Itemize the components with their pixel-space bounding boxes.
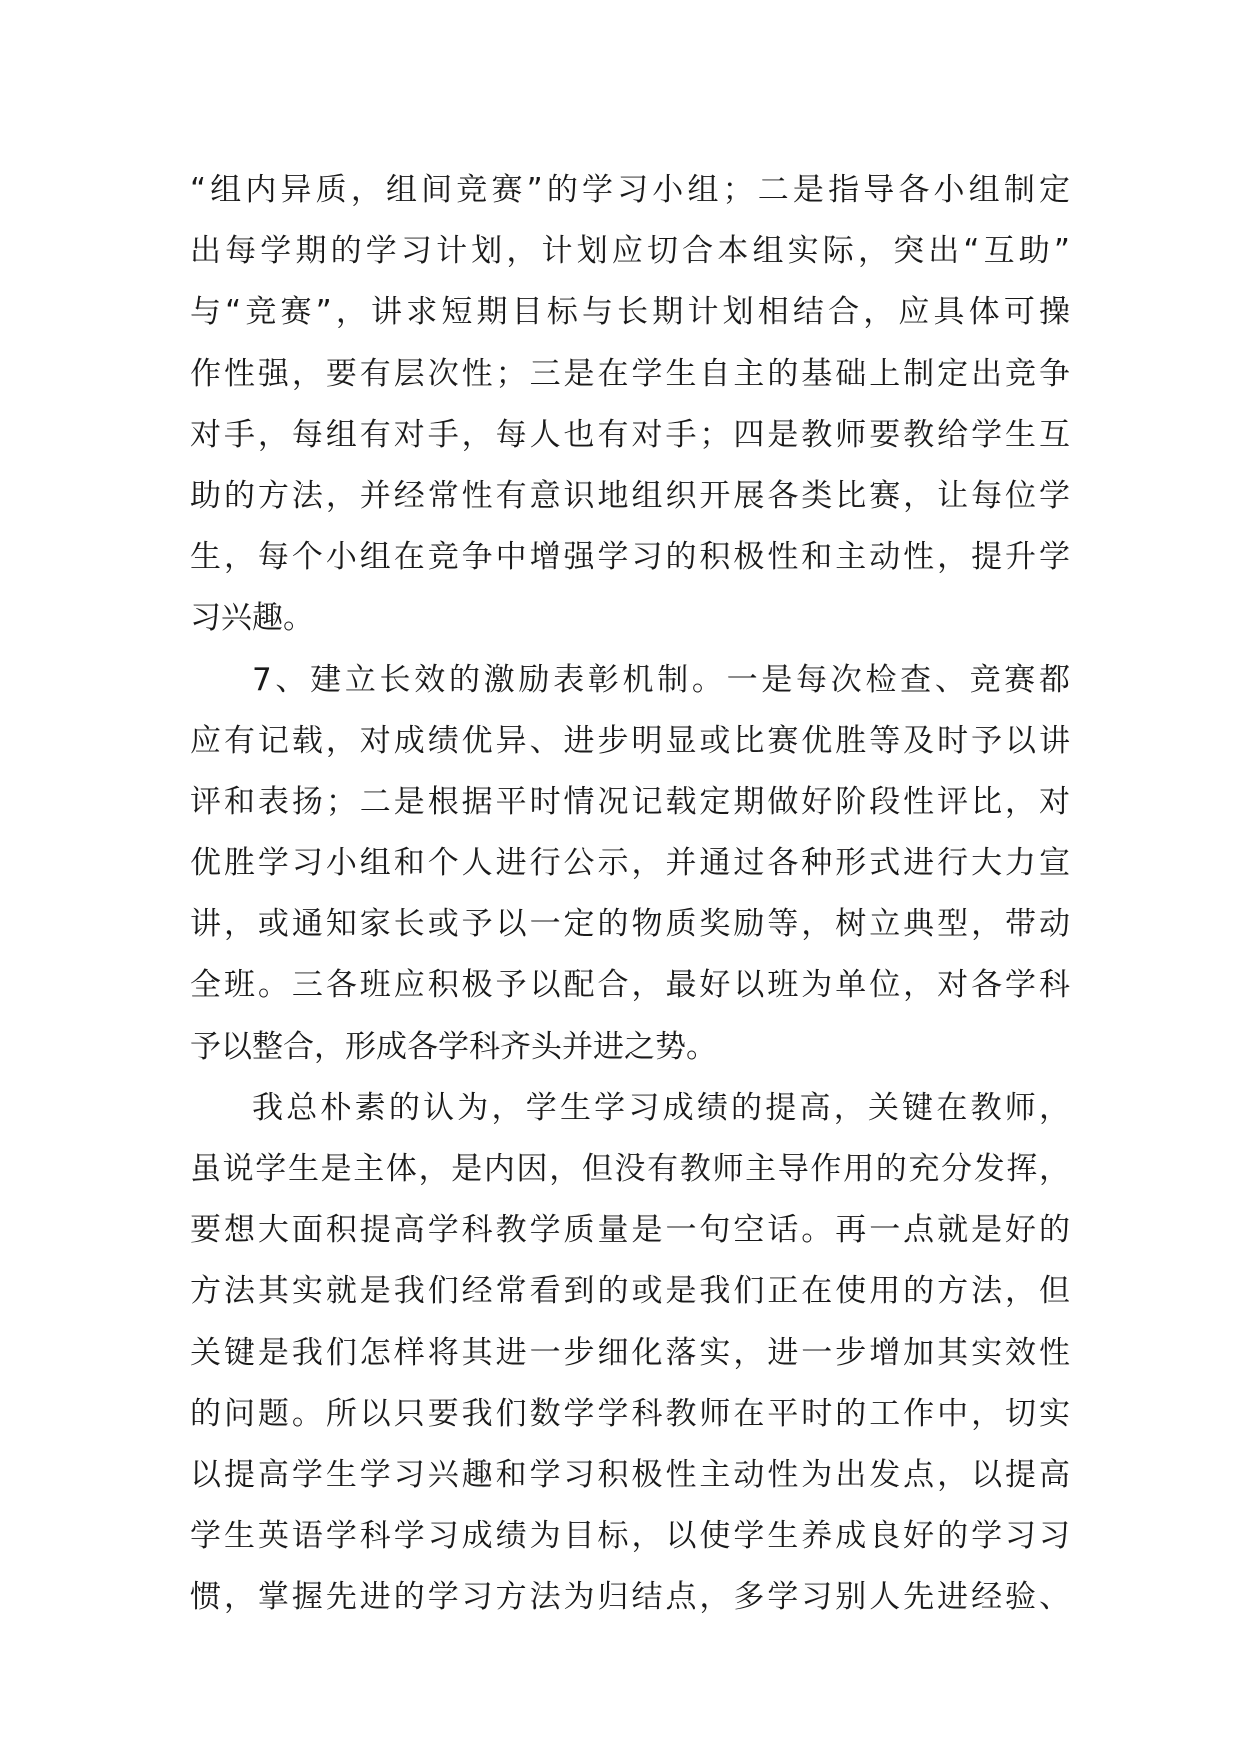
text-line: 关键是我们怎样将其进一步细化落实，进一步增加其实效性 <box>190 1334 1070 1371</box>
text-line: 出每学期的学习计划，计划应切合本组实际，突出“互助” <box>190 233 1070 270</box>
text-line: 方法其实就是我们经常看到的或是我们正在使用的方法，但 <box>190 1273 1070 1310</box>
text-line: 全班。三各班应积极予以配合，最好以班为单位，对各学科 <box>190 967 1070 1004</box>
text-line: 作性强，要有层次性；三是在学生自主的基础上制定出竞争 <box>190 355 1070 392</box>
text-line: 与“竞赛”，讲求短期目标与长期计划相结合，应具体可操 <box>190 294 1070 331</box>
text-line: 以提高学生学习兴趣和学习积极性主动性为出发点，以提高 <box>190 1456 1070 1493</box>
text-line: 评和表扬；二是根据平时情况记载定期做好阶段性评比，对 <box>190 783 1070 820</box>
text-line: “组内异质，组间竞赛”的学习小组；二是指导各小组制定 <box>190 172 1070 208</box>
text-line: 应有记载，对成绩优异、进步明显或比赛优胜等及时予以讲 <box>190 722 1070 759</box>
text-line: 7、建立长效的激励表彰机制。一是每次检查、竞赛都 <box>252 661 1070 698</box>
text-line: 习兴趣。 <box>190 600 314 637</box>
text-line: 生，每个小组在竞争中增强学习的积极性和主动性，提升学 <box>190 539 1070 576</box>
text-line: 的问题。所以只要我们数学学科教师在平时的工作中，切实 <box>190 1395 1070 1432</box>
text-line: 优胜学习小组和个人进行公示，并通过各种形式进行大力宣 <box>190 845 1070 882</box>
text-line: 要想大面积提高学科教学质量是一句空话。再一点就是好的 <box>190 1212 1070 1249</box>
body-text <box>190 160 1070 1629</box>
text-line: 学生英语学科学习成绩为目标，以使学生养成良好的学习习 <box>190 1518 1070 1555</box>
text-line: 对手，每组有对手，每人也有对手；四是教师要教给学生互 <box>190 416 1070 453</box>
text-line: 虽说学生是主体，是内因，但没有教师主导作用的充分发挥， <box>190 1151 1070 1187</box>
text-line: 惯，掌握先进的学习方法为归结点，多学习别人先进经验、 <box>190 1579 1070 1616</box>
text-line: 予以整合，形成各学科齐头并进之势。 <box>190 1028 717 1065</box>
text-line: 讲，或通知家长或予以一定的物质奖励等，树立典型，带动 <box>190 906 1070 943</box>
text-line: 助的方法，并经常性有意识地组织开展各类比赛，让每位学 <box>190 477 1070 514</box>
text-line: 我总朴素的认为，学生学习成绩的提高，关键在教师， <box>252 1089 1070 1126</box>
